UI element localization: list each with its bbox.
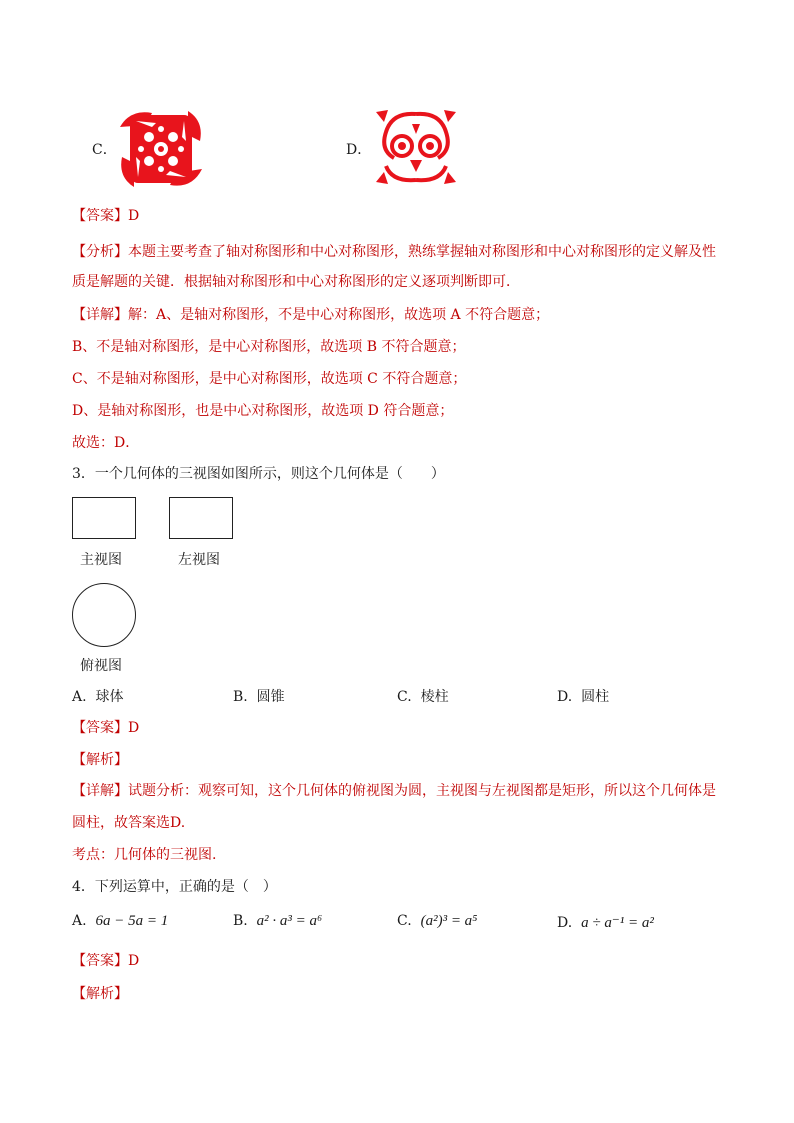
detail-text: 试题分析：观察可知，这个几何体的俯视图为圆，主视图与左视图都是矩形，所以这个几何体是 [128, 783, 716, 799]
detail-tag: 【详解】 [72, 307, 128, 323]
bird-paper-cut-image [372, 106, 460, 188]
left-view-rectangle [169, 497, 233, 539]
option-letter: A. [72, 689, 87, 705]
q3-stem: 3．一个几何体的三视图如图所示，则这个几何体是（ ） [72, 466, 445, 482]
q3-solution-tag: 【解析】 [72, 752, 128, 768]
q2-analysis-line-2: 质是解题的关键．根据轴对称图形和中心对称图形的定义逐项判断即可． [72, 274, 520, 290]
detail-text: 解：A、是轴对称图形，不是中心对称图形，故选项 A 不符合题意； [128, 307, 550, 323]
q4-answer [72, 951, 139, 971]
option-expression: (a²)³ = a⁵ [420, 913, 478, 929]
q4-option-b [233, 913, 322, 930]
option-letter: C. [397, 689, 412, 705]
q3-option-d [557, 686, 609, 706]
front-view-caption: 主视图 [80, 552, 122, 568]
detail-tag: 【详解】 [72, 783, 128, 799]
q2-detail-line-4: D、是轴对称图形，也是中心对称图形，故选项 D 符合题意； [72, 403, 454, 419]
q3-knowledge-point: 考点：几何体的三视图. [72, 847, 217, 863]
answer-value: D [128, 953, 140, 969]
option-letter: C. [397, 913, 412, 929]
q3-option-b [233, 686, 285, 706]
option-letter: D. [557, 689, 573, 705]
q4-solution-tag: 【解析】 [72, 986, 128, 1002]
analysis-text: 本题主要考查了轴对称图形和中心对称图形，熟练掌握轴对称图形和中心对称图形的定义解及性 [128, 244, 716, 260]
q2-answer [72, 206, 139, 226]
fish-paper-cut-image [116, 107, 206, 191]
option-text: 球体 [95, 689, 124, 705]
option-d-label: D． [346, 142, 372, 158]
q3-detail-line-2: 圆柱，故答案选D. [72, 815, 186, 831]
option-letter: A. [72, 913, 87, 929]
analysis-tag: 【分析】 [72, 244, 128, 260]
answer-tag: 【答案】 [72, 953, 128, 969]
option-expression: 6a − 5a = 1 [95, 913, 169, 929]
q3-option-c [397, 686, 449, 706]
answer-tag: 【答案】 [72, 720, 128, 736]
option-text: 圆锥 [256, 689, 285, 705]
option-text: 棱柱 [420, 689, 449, 705]
answer-tag: 【答案】 [72, 208, 128, 224]
option-letter: D. [557, 915, 573, 931]
option-c-label: C． [92, 142, 117, 158]
option-letter: B. [233, 913, 248, 929]
q4-stem: 4．下列运算中，正确的是（ ） [72, 879, 277, 895]
option-letter: B. [233, 689, 248, 705]
q4-option-a [72, 913, 168, 930]
answer-value: D [128, 720, 140, 736]
option-text: 圆柱 [581, 689, 610, 705]
q2-detail-line-3: C、不是轴对称图形，是中心对称图形，故选项 C 不符合题意； [72, 371, 467, 387]
q3-answer [72, 718, 139, 738]
front-view-rectangle [72, 497, 136, 539]
q3-option-a [72, 686, 123, 706]
top-view-caption: 俯视图 [80, 658, 122, 674]
q2-detail-line-2: B、不是轴对称图形，是中心对称图形，故选项 B 不符合题意； [72, 339, 466, 355]
option-expression: a² · a³ = a⁶ [256, 913, 323, 929]
top-view-circle [72, 583, 136, 647]
q2-detail-line-1 [72, 305, 549, 325]
q4-option-c [397, 913, 477, 930]
left-view-caption: 左视图 [178, 552, 220, 568]
q4-option-d [557, 913, 654, 932]
q3-detail-line-1 [72, 781, 716, 801]
q2-conclusion: 故选：D． [72, 435, 140, 451]
option-expression: a ÷ a⁻¹ = a² [581, 915, 654, 931]
q2-analysis-line-1 [72, 242, 716, 262]
answer-value: D [128, 208, 140, 224]
